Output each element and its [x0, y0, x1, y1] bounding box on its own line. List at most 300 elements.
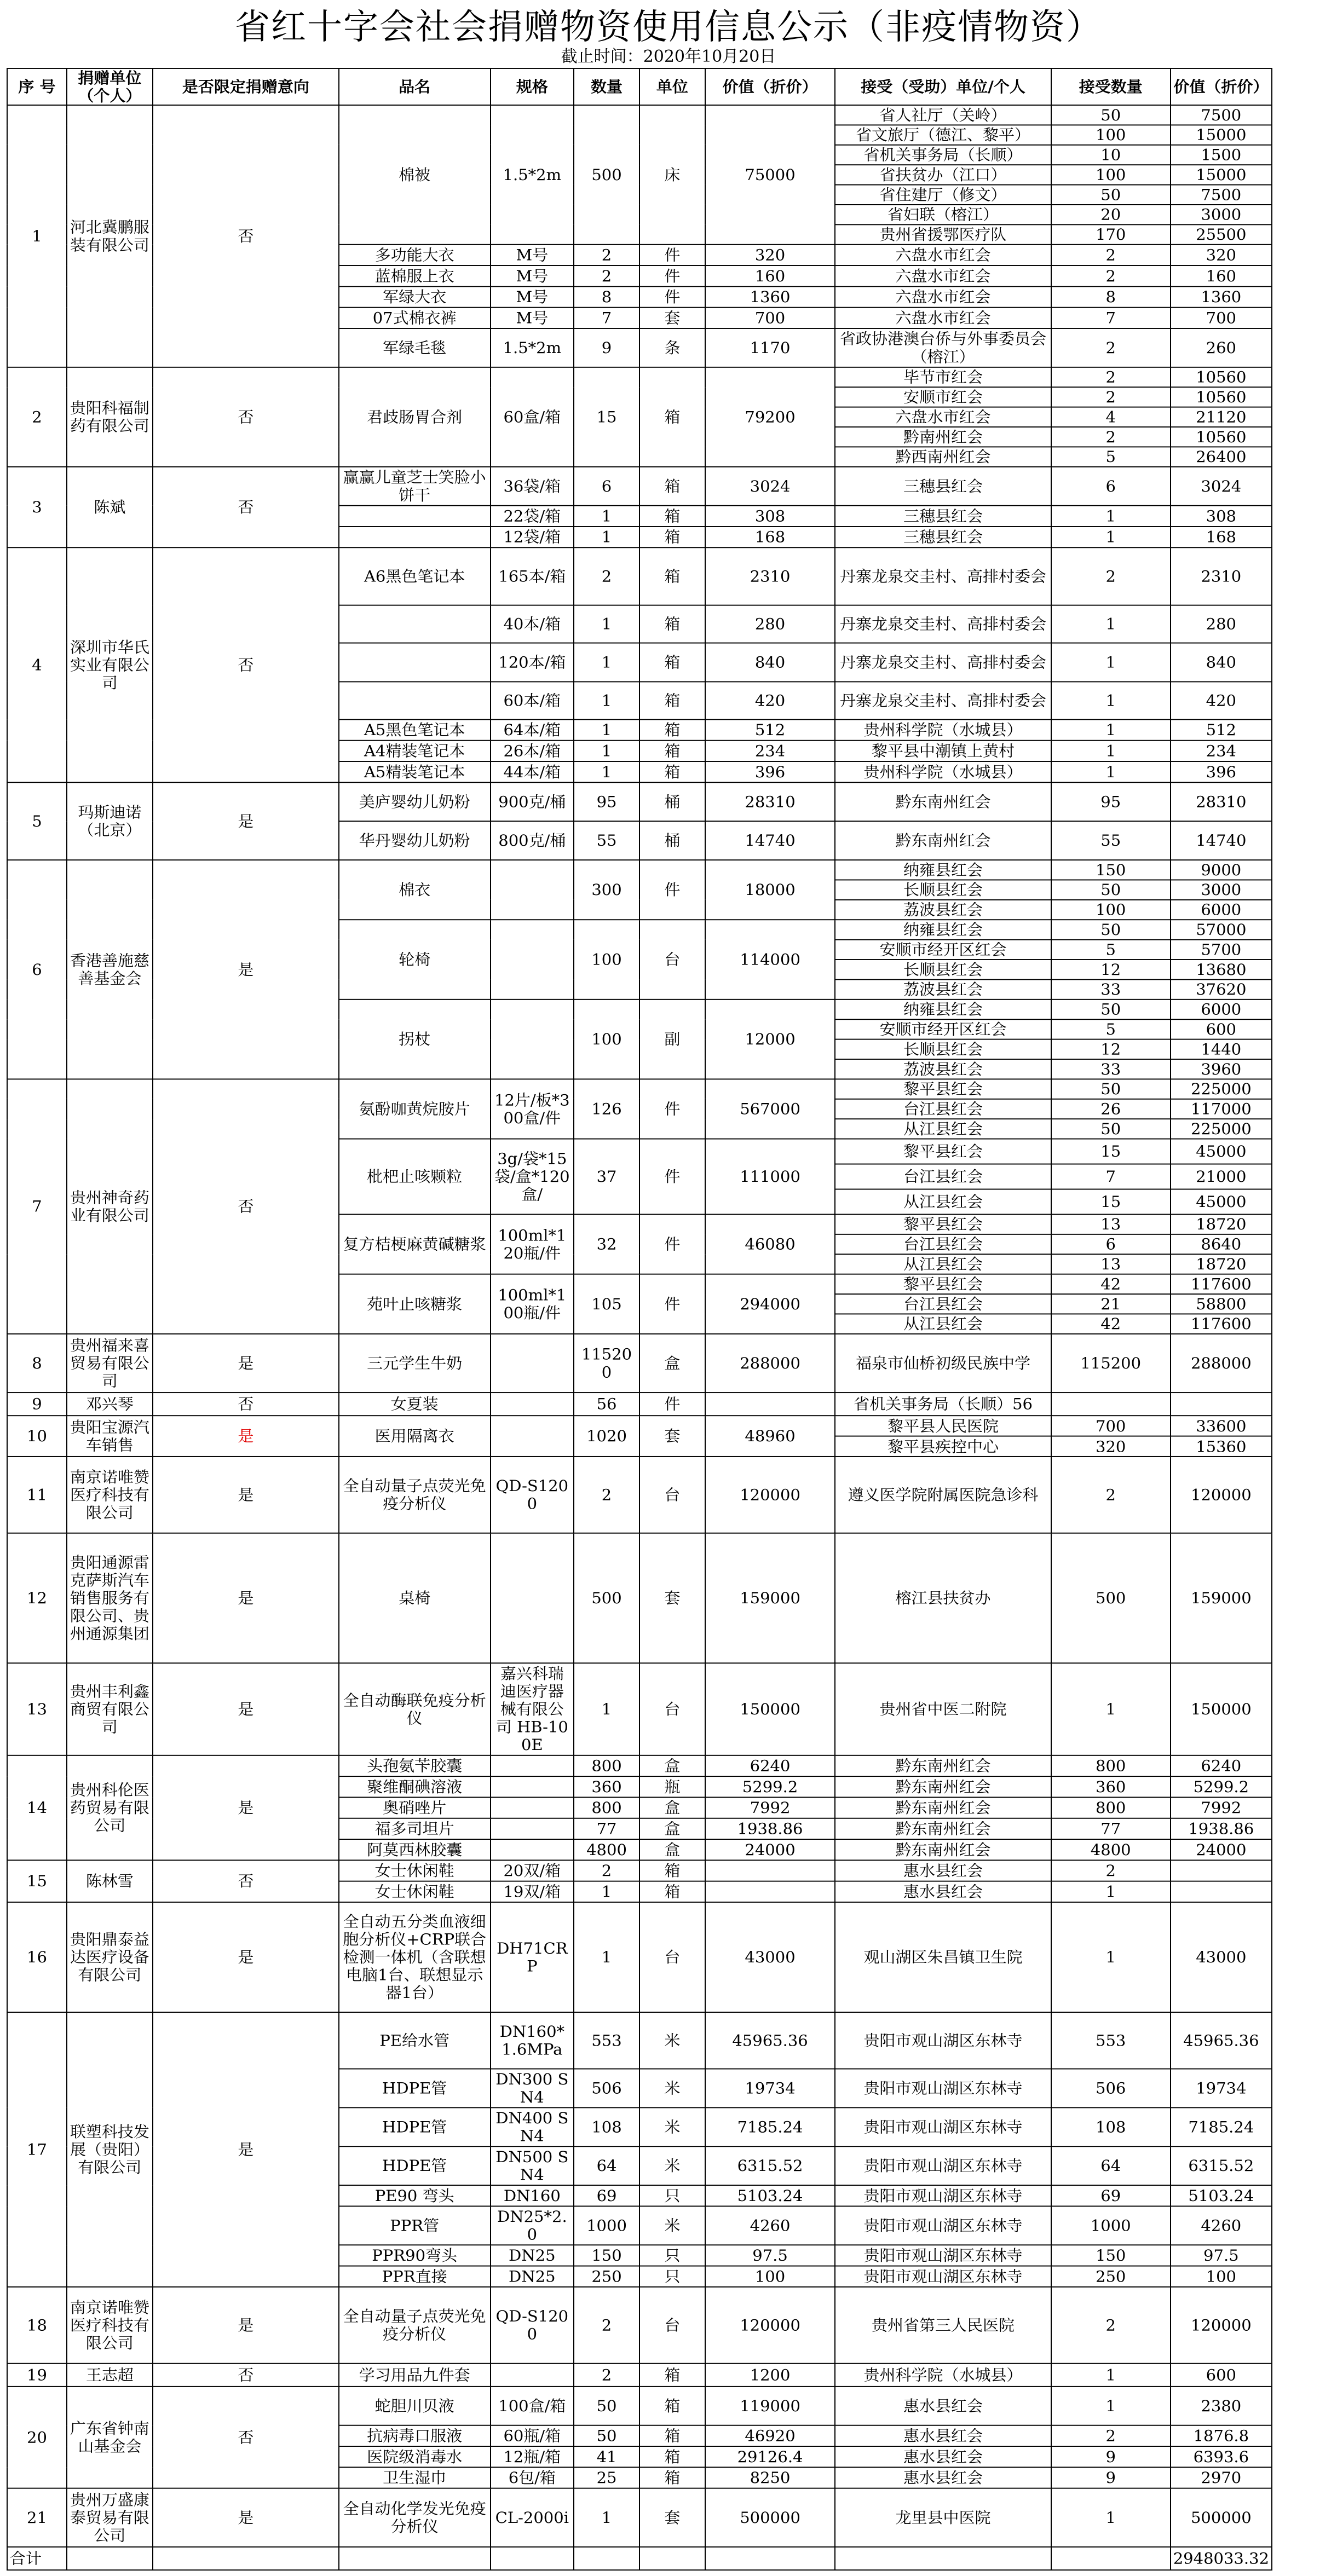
recipient: 遵义医学院附属医院急诊科	[835, 1457, 1051, 1533]
item-unit: 箱	[639, 2387, 705, 2425]
item-unit: 箱	[639, 2425, 705, 2446]
item-unit: 箱	[639, 741, 705, 761]
recv-qty: 7	[1051, 308, 1171, 328]
header-col-recipient: 接受（受助）单位/个人	[835, 68, 1051, 105]
item-spec	[491, 860, 574, 920]
item-spec	[491, 920, 574, 1000]
recv-qty: 50	[1051, 1119, 1171, 1139]
item-qty: 7	[574, 308, 639, 328]
item-unit: 条	[639, 328, 705, 367]
item-unit: 箱	[639, 605, 705, 643]
recipient: 丹寨龙泉交圭村、高排村委会	[835, 681, 1051, 719]
recipient: 丹寨龙泉交圭村、高排村委会	[835, 605, 1051, 643]
recv-qty: 77	[1051, 1818, 1171, 1839]
table-row	[7, 367, 1272, 387]
item-unit: 箱	[639, 367, 705, 467]
item-qty: 2	[574, 2364, 639, 2387]
total-row	[7, 2547, 1272, 2570]
item-qty: 250	[574, 2266, 639, 2287]
item-name: 赢赢儿童芝士笑脸小饼干	[339, 467, 491, 506]
recv-value: 18720	[1171, 1214, 1272, 1234]
item-spec: DN400 SN4	[491, 2107, 574, 2146]
recv-value: 57000	[1171, 920, 1272, 939]
donation-no: 9	[7, 1393, 67, 1416]
recipient: 安顺市经开区红会	[835, 940, 1051, 960]
recv-qty	[1051, 1393, 1171, 1416]
item-value: 19734	[705, 2069, 835, 2107]
item-name: 美庐婴幼儿奶粉	[339, 782, 491, 821]
item-qty: 64	[574, 2146, 639, 2185]
item-name: 头孢氨苄胶囊	[339, 1755, 491, 1776]
recipient: 省妇联（榕江）	[835, 205, 1051, 224]
item-value: 5299.2	[705, 1776, 835, 1797]
recipient: 安顺市经开区红会	[835, 1019, 1051, 1039]
item-spec: 44本/箱	[491, 761, 574, 782]
recv-qty: 1	[1051, 761, 1171, 782]
empty-cell	[835, 2547, 1051, 2570]
recv-value: 234	[1171, 741, 1272, 761]
recv-qty: 12	[1051, 1039, 1171, 1059]
recv-qty: 5	[1051, 940, 1171, 960]
item-name: 棉衣	[339, 860, 491, 920]
donation-no: 7	[7, 1079, 67, 1333]
empty-cell	[491, 2547, 574, 2570]
item-unit: 箱	[639, 1881, 705, 1902]
recipient: 荔波县红会	[835, 1059, 1051, 1079]
recipient: 惠水县红会	[835, 1881, 1051, 1902]
recv-qty: 150	[1051, 2245, 1171, 2266]
table-row	[7, 860, 1272, 880]
item-value: 6240	[705, 1755, 835, 1776]
item-value: 2310	[705, 547, 835, 605]
item-unit: 米	[639, 2146, 705, 2185]
item-unit: 盒	[639, 1839, 705, 1860]
item-qty: 41	[574, 2446, 639, 2467]
donation-no: 15	[7, 1860, 67, 1902]
recipient: 从江县红会	[835, 1119, 1051, 1139]
recv-value: 225000	[1171, 1079, 1272, 1099]
recv-qty: 2	[1051, 2287, 1171, 2364]
recv-value: 1876.8	[1171, 2425, 1272, 2446]
donation-no: 18	[7, 2287, 67, 2364]
item-unit: 台	[639, 1663, 705, 1755]
item-value: 75000	[705, 105, 835, 245]
item-name	[339, 506, 491, 527]
recv-value: 6000	[1171, 1000, 1272, 1019]
recv-qty: 1	[1051, 506, 1171, 527]
item-qty: 1	[574, 681, 639, 719]
recv-qty: 8	[1051, 286, 1171, 307]
item-unit: 件	[639, 1393, 705, 1416]
item-value: 1200	[705, 2364, 835, 2387]
recv-value: 700	[1171, 308, 1272, 328]
recipient: 台江县红会	[835, 1099, 1051, 1119]
recv-qty: 115200	[1051, 1334, 1171, 1393]
item-name: 学习用品九件套	[339, 2364, 491, 2387]
recipient: 贵州科学院（水城县）	[835, 719, 1051, 740]
item-value: 119000	[705, 2387, 835, 2425]
item-spec: M号	[491, 308, 574, 328]
recv-qty: 33	[1051, 1059, 1171, 1079]
item-spec	[491, 1776, 574, 1797]
item-name: 全自动量子点荧光免疫分析仪	[339, 2287, 491, 2364]
recv-qty: 20	[1051, 205, 1171, 224]
table-row	[7, 1416, 1272, 1436]
item-qty: 2	[574, 1860, 639, 1881]
recipient: 黎平县红会	[835, 1274, 1051, 1294]
recv-value: 26400	[1171, 447, 1272, 466]
recv-qty: 50	[1051, 105, 1171, 125]
item-value: 14740	[705, 821, 835, 860]
item-name: 苑叶止咳糖浆	[339, 1274, 491, 1334]
recv-qty: 1	[1051, 681, 1171, 719]
recv-value: 159000	[1171, 1533, 1272, 1664]
item-spec: 26本/箱	[491, 741, 574, 761]
recipient: 纳雍县红会	[835, 920, 1051, 939]
item-value: 1938.86	[705, 1818, 835, 1839]
item-spec: 120本/箱	[491, 643, 574, 682]
item-qty: 115200	[574, 1334, 639, 1393]
recv-qty: 95	[1051, 782, 1171, 821]
header-col-recv-value: 价值（折价）	[1171, 68, 1272, 105]
item-value: 288000	[705, 1334, 835, 1393]
table-row	[7, 2012, 1272, 2069]
item-name: 全自动化学发光免疫分析仪	[339, 2488, 491, 2547]
recv-value: 43000	[1171, 1902, 1272, 2012]
item-unit: 件	[639, 286, 705, 307]
recv-value: 150000	[1171, 1663, 1272, 1755]
donor-name: 贵州万盛康泰贸易有限公司	[67, 2488, 153, 2547]
item-qty: 150	[574, 2245, 639, 2266]
item-unit: 桶	[639, 821, 705, 860]
donor-name: 陈林雪	[67, 1860, 153, 1902]
item-spec	[491, 1797, 574, 1818]
recipient: 三穗县红会	[835, 467, 1051, 506]
item-unit: 台	[639, 920, 705, 1000]
donation-no: 2	[7, 367, 67, 467]
item-value	[705, 1860, 835, 1881]
recv-value: 4260	[1171, 2206, 1272, 2245]
recv-qty: 2	[1051, 1860, 1171, 1881]
item-name: PPR90弯头	[339, 2245, 491, 2266]
restricted-flag: 否	[153, 367, 339, 467]
item-unit: 盒	[639, 1797, 705, 1818]
recipient: 贵阳市观山湖区东林寺	[835, 2206, 1051, 2245]
item-spec: 20双/箱	[491, 1860, 574, 1881]
item-qty: 500	[574, 1533, 639, 1664]
donor-name: 贵阳鼎泰益达医疗设备有限公司	[67, 1902, 153, 2012]
item-qty: 506	[574, 2069, 639, 2107]
recipient: 黎平县中潮镇上黄村	[835, 741, 1051, 761]
item-unit: 盒	[639, 1818, 705, 1839]
item-value: 29126.4	[705, 2446, 835, 2467]
recv-value: 1938.86	[1171, 1818, 1272, 1839]
recv-value: 45000	[1171, 1139, 1272, 1164]
header-col-restricted: 是否限定捐赠意向	[153, 68, 339, 105]
header-col-qty: 数量	[574, 68, 639, 105]
item-value: 396	[705, 761, 835, 782]
item-spec: DN500 SN4	[491, 2146, 574, 2185]
recv-qty: 15	[1051, 1139, 1171, 1164]
item-name: A6黑色笔记本	[339, 547, 491, 605]
restricted-flag: 是	[153, 2488, 339, 2547]
empty-cell	[574, 2547, 639, 2570]
cutoff-date: 截止时间：2020年10月20日	[561, 47, 776, 66]
header-col-unit: 单位	[639, 68, 705, 105]
recv-value: 600	[1171, 2364, 1272, 2387]
recipient: 贵阳市观山湖区东林寺	[835, 2266, 1051, 2287]
item-unit: 盒	[639, 1334, 705, 1393]
recv-qty: 1	[1051, 643, 1171, 682]
item-name: 棉被	[339, 105, 491, 245]
donor-name: 香港善施慈善基金会	[67, 860, 153, 1079]
recv-qty: 1	[1051, 2364, 1171, 2387]
item-unit: 件	[639, 1274, 705, 1334]
item-qty: 32	[574, 1214, 639, 1274]
recv-qty: 69	[1051, 2185, 1171, 2206]
restricted-flag: 是	[153, 1902, 339, 2012]
recv-qty: 553	[1051, 2012, 1171, 2069]
item-qty: 1	[574, 719, 639, 740]
item-value: 7992	[705, 1797, 835, 1818]
item-value: 79200	[705, 367, 835, 467]
item-spec: DN25	[491, 2245, 574, 2266]
recv-value: 10560	[1171, 367, 1272, 387]
donor-name: 贵州科伦医药贸易有限公司	[67, 1755, 153, 1861]
table-row	[7, 1457, 1272, 1533]
item-name: 军绿大衣	[339, 286, 491, 307]
recipient: 贵州科学院（水城县）	[835, 761, 1051, 782]
item-name: 复方桔梗麻黄碱糖浆	[339, 1214, 491, 1274]
recv-value: 420	[1171, 681, 1272, 719]
item-name: 阿莫西林胶囊	[339, 1839, 491, 1860]
item-name: 奥硝唑片	[339, 1797, 491, 1818]
recipient: 省机关事务局（长顺）	[835, 145, 1051, 165]
table-row	[7, 105, 1272, 125]
item-qty: 69	[574, 2185, 639, 2206]
item-name	[339, 527, 491, 547]
recipient: 纳雍县红会	[835, 860, 1051, 880]
recv-value: 10560	[1171, 427, 1272, 447]
item-spec: 60瓶/箱	[491, 2425, 574, 2446]
item-qty: 8	[574, 286, 639, 307]
item-name: 军绿毛毯	[339, 328, 491, 367]
restricted-flag: 否	[153, 467, 339, 547]
item-spec: 60本/箱	[491, 681, 574, 719]
item-name: 氨酚咖黄烷胺片	[339, 1079, 491, 1139]
item-spec: 60盒/箱	[491, 367, 574, 467]
item-unit: 箱	[639, 643, 705, 682]
item-qty: 37	[574, 1139, 639, 1215]
recv-value: 97.5	[1171, 2245, 1272, 2266]
item-value: 120000	[705, 2287, 835, 2364]
item-qty: 2	[574, 2287, 639, 2364]
restricted-flag: 是	[153, 860, 339, 1079]
header-col-value: 价值（折价）	[705, 68, 835, 105]
table-row	[7, 782, 1272, 821]
item-spec: M号	[491, 245, 574, 265]
recv-qty: 100	[1051, 900, 1171, 920]
item-qty: 95	[574, 782, 639, 821]
recipient: 黔西南州红会	[835, 447, 1051, 466]
item-qty: 6	[574, 467, 639, 506]
item-unit: 件	[639, 1079, 705, 1139]
recipient: 贵阳市观山湖区东林寺	[835, 2069, 1051, 2107]
recv-value: 320	[1171, 245, 1272, 265]
item-unit: 件	[639, 1214, 705, 1274]
recv-value: 500000	[1171, 2488, 1272, 2547]
header-col-donor: 捐赠单位（个人）	[67, 68, 153, 105]
item-qty: 25	[574, 2467, 639, 2488]
recv-value: 45000	[1171, 1189, 1272, 1214]
item-unit: 台	[639, 1457, 705, 1533]
recv-value: 5700	[1171, 940, 1272, 960]
recv-value: 168	[1171, 527, 1272, 547]
table-row	[7, 1533, 1272, 1664]
total-label: 合计	[7, 2547, 67, 2570]
item-spec: 19双/箱	[491, 1881, 574, 1902]
recv-value: 9000	[1171, 860, 1272, 880]
recv-value: 260	[1171, 328, 1272, 367]
recv-qty: 1	[1051, 719, 1171, 740]
donation-no: 17	[7, 2012, 67, 2287]
recipient: 省人社厅（关岭）	[835, 105, 1051, 125]
item-value: 8250	[705, 2467, 835, 2488]
recv-qty: 9	[1051, 2467, 1171, 2488]
recipient: 省住建厅（修文）	[835, 185, 1051, 205]
recv-value: 840	[1171, 643, 1272, 682]
restricted-flag: 否	[153, 1860, 339, 1902]
item-spec	[491, 1533, 574, 1664]
recv-value: 288000	[1171, 1334, 1272, 1393]
item-value: 6315.52	[705, 2146, 835, 2185]
recv-value: 2970	[1171, 2467, 1272, 2488]
item-spec	[491, 1334, 574, 1393]
table-row	[7, 1755, 1272, 1776]
restricted-flag: 是	[153, 1334, 339, 1393]
item-name	[339, 605, 491, 643]
item-unit: 瓶	[639, 1776, 705, 1797]
item-spec: DN300 SN4	[491, 2069, 574, 2107]
item-spec	[491, 1755, 574, 1776]
recv-qty: 2	[1051, 245, 1171, 265]
recv-value	[1171, 1860, 1272, 1881]
recipient: 台江县红会	[835, 1234, 1051, 1254]
item-spec	[491, 1000, 574, 1079]
table-row	[7, 2364, 1272, 2387]
item-spec	[491, 2364, 574, 2387]
recipient: 惠水县红会	[835, 2446, 1051, 2467]
recipient: 荔波县红会	[835, 979, 1051, 999]
recv-qty: 42	[1051, 1314, 1171, 1333]
item-unit: 只	[639, 2185, 705, 2206]
item-spec: M号	[491, 265, 574, 286]
recv-qty: 1	[1051, 1881, 1171, 1902]
item-value: 567000	[705, 1079, 835, 1139]
donor-name: 贵州福来喜贸易有限公司	[67, 1334, 153, 1393]
item-value: 320	[705, 245, 835, 265]
recipient: 毕节市红会	[835, 367, 1051, 387]
recipient: 黎平县疾控中心	[835, 1436, 1051, 1457]
recv-qty: 2	[1051, 427, 1171, 447]
item-qty: 56	[574, 1393, 639, 1416]
item-value: 4260	[705, 2206, 835, 2245]
recv-value: 28310	[1171, 782, 1272, 821]
item-qty: 800	[574, 1755, 639, 1776]
item-unit: 台	[639, 2287, 705, 2364]
recv-value	[1171, 1393, 1272, 1416]
item-value: 114000	[705, 920, 835, 1000]
restricted-flag: 否	[153, 2364, 339, 2387]
recv-qty: 500	[1051, 1533, 1171, 1664]
recv-value: 117600	[1171, 1274, 1272, 1294]
item-name: 三元学生牛奶	[339, 1334, 491, 1393]
donation-no: 10	[7, 1416, 67, 1457]
item-spec: DN160	[491, 2185, 574, 2206]
table-row	[7, 2488, 1272, 2547]
donor-name: 深圳市华氏实业有限公司	[67, 547, 153, 782]
item-qty: 15	[574, 367, 639, 467]
item-value: 1360	[705, 286, 835, 307]
recv-value: 7500	[1171, 185, 1272, 205]
recv-value: 5299.2	[1171, 1776, 1272, 1797]
recipient: 黔南州红会	[835, 427, 1051, 447]
recv-value: 120000	[1171, 2287, 1272, 2364]
item-value: 160	[705, 265, 835, 286]
donation-no: 21	[7, 2488, 67, 2547]
recv-qty: 100	[1051, 125, 1171, 145]
donation-no: 13	[7, 1663, 67, 1755]
recipient: 黎平县红会	[835, 1139, 1051, 1164]
empty-cell	[705, 2547, 835, 2570]
item-qty: 1	[574, 1881, 639, 1902]
item-value: 43000	[705, 1902, 835, 2012]
item-value: 420	[705, 681, 835, 719]
item-name: 医用隔离衣	[339, 1416, 491, 1457]
item-spec: 40本/箱	[491, 605, 574, 643]
item-spec: 100ml*120瓶/件	[491, 1214, 574, 1274]
recv-value: 160	[1171, 265, 1272, 286]
recv-value: 120000	[1171, 1457, 1272, 1533]
donation-no: 8	[7, 1334, 67, 1393]
item-qty: 1	[574, 605, 639, 643]
recv-qty: 100	[1051, 165, 1171, 184]
recv-value: 24000	[1171, 1839, 1272, 1860]
item-unit: 套	[639, 1416, 705, 1457]
item-qty: 1020	[574, 1416, 639, 1457]
recipient: 荔波县红会	[835, 900, 1051, 920]
restricted-flag: 是	[153, 1416, 339, 1457]
recv-qty: 64	[1051, 2146, 1171, 2185]
recipient: 黔东南州红会	[835, 1818, 1051, 1839]
recv-qty: 26	[1051, 1099, 1171, 1119]
item-spec: 12袋/箱	[491, 527, 574, 547]
item-spec: 22袋/箱	[491, 506, 574, 527]
donor-name: 联塑科技发展（贵阳）有限公司	[67, 2012, 153, 2287]
recv-qty: 1	[1051, 741, 1171, 761]
donor-name: 贵州丰利鑫商贸有限公司	[67, 1663, 153, 1755]
item-value	[705, 1393, 835, 1416]
recv-value: 15000	[1171, 125, 1272, 145]
item-name: 福多司坦片	[339, 1818, 491, 1839]
item-unit: 副	[639, 1000, 705, 1079]
item-name: 蛇胆川贝液	[339, 2387, 491, 2425]
recv-value: 8640	[1171, 1234, 1272, 1254]
recipient: 黔东南州红会	[835, 821, 1051, 860]
restricted-flag: 是	[153, 1663, 339, 1755]
recv-value: 3000	[1171, 205, 1272, 224]
item-qty: 1	[574, 741, 639, 761]
